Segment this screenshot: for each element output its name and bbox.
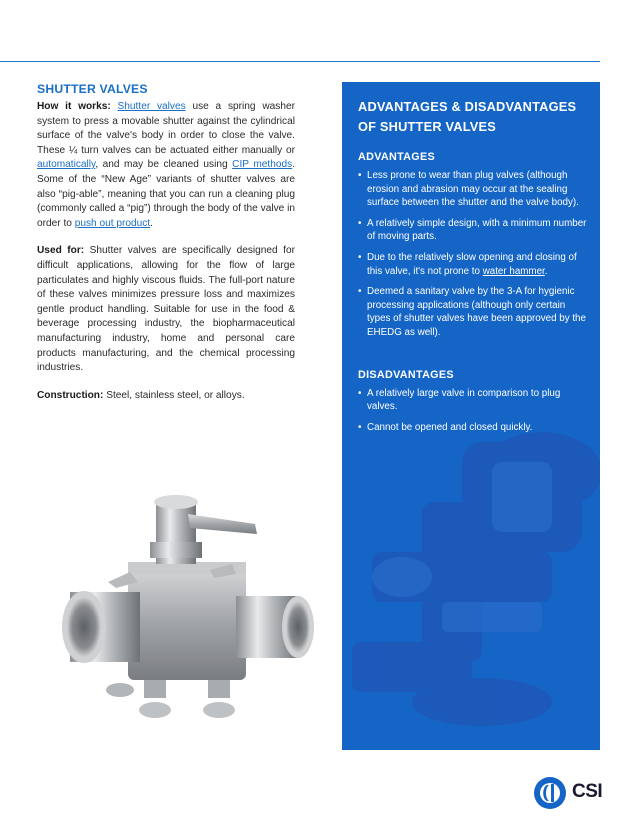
advantage-text-end: . — [544, 265, 548, 277]
used-for-text: Shutter valves are specifically designed for difficult applications, allowing for the flow of large particulates and highly viscous fluids. The full-port nature of these valves minimizes pressure loss and maximizes gentle product handling. Suitable for use in the food & beverage processing industry, the biopharmaceutical manufacturing industry, home and personal care products manufacturing, and the chemical processing industries. — [37, 245, 295, 374]
csi-logo-text: CSI — [572, 781, 603, 802]
advantages-panel — [342, 82, 600, 750]
advantage-item: • Deemed a sanitary valve by the 3-A for hygienic processing applications (although only certain types of shutter valves have been approved by the EHEDG as well). — [358, 285, 590, 339]
disadvantage-item: • A relatively large valve in comparison to plug valves. — [358, 387, 590, 414]
disadvantages-heading: DISADVANTAGES — [358, 368, 454, 381]
used-for-paragraph — [37, 244, 295, 375]
shutter-valve-photo — [60, 484, 315, 734]
panel-title-line-2: OF SHUTTER VALVES — [358, 119, 497, 134]
advantage-text: Due to the relatively slow opening and closing of this valve, it's not prone to — [367, 251, 577, 277]
left-column — [37, 82, 295, 416]
how-text-1: use a spring washer system to press a movable shutter against the cylindrical surface of the valve's body in order to close the valve. These ¼ turn valves can be actuated either manually or — [37, 101, 295, 156]
section-title: SHUTTER VALVES — [37, 82, 148, 96]
panel-title — [358, 97, 590, 137]
how-text-3: . Some of the “New Age” variants of shutter valves are also “pig-able”, meaning that you can run a cleaning plug (commonly called a “pig”) through the body of the valve in order to — [37, 159, 296, 229]
disadvantages-list — [358, 387, 590, 435]
construction-text: Steel, stainless steel, or alloys. — [103, 389, 245, 401]
how-text-2: , and may be cleaned using — [95, 159, 233, 171]
panel-title-line-1: ADVANTAGES & DISADVANTAGES — [358, 99, 577, 114]
advantage-item: • Less prone to wear than plug valves (although erosion and abrasion may occur at the sealing surface between the shutter and the valve body). — [358, 169, 590, 210]
used-for-label: Used for: — [37, 245, 85, 257]
construction-paragraph — [37, 389, 295, 404]
push-out-product-link[interactable]: push out product — [74, 217, 151, 229]
disadvantage-item: • Cannot be opened and closed quickly. — [358, 421, 590, 435]
top-divider-line — [0, 61, 600, 62]
panel-content — [358, 97, 590, 441]
advantages-list — [358, 169, 590, 340]
shutter-valves-link[interactable]: Shutter valves — [117, 101, 186, 112]
how-it-works-paragraph — [37, 100, 295, 231]
automatically-link[interactable]: automatically — [37, 159, 96, 171]
advantage-item: • A relatively simple design, with a minimum number of moving parts. — [358, 217, 590, 244]
advantages-heading: ADVANTAGES — [358, 151, 435, 163]
how-text-4: . — [150, 217, 153, 229]
how-it-works-label: How it works: — [37, 101, 111, 112]
advantage-item — [358, 251, 590, 278]
cip-methods-link[interactable]: CIP methods — [232, 159, 293, 171]
construction-label: Construction: — [37, 389, 104, 401]
water-hammer-link[interactable]: water hammer — [482, 265, 545, 277]
